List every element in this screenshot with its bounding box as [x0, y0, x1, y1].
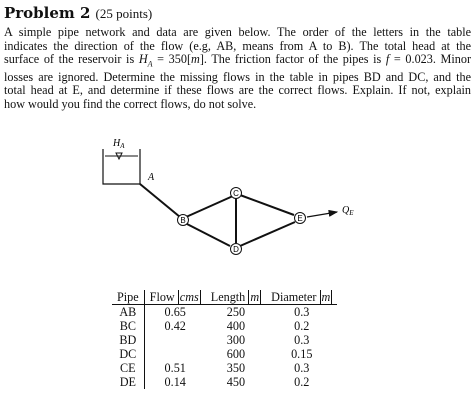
pipe-ce [240, 195, 294, 215]
header-length: Length m [210, 290, 260, 304]
reservoir-head-label: $H_A$ [113, 138, 125, 150]
cell-pipe: DE [112, 375, 144, 389]
node-b [178, 215, 189, 226]
friction-value: = 0.023. Minor [389, 52, 472, 66]
table-row [112, 319, 337, 333]
statement-line-4: losses are ignored. Determine the missing flows in the table in pipes BD and DC, and the [4, 69, 471, 84]
table-row [112, 347, 337, 361]
header-pipe: Pipe [112, 290, 144, 305]
table-row [112, 361, 337, 375]
point-a-label: A [148, 172, 155, 183]
cell-flow [144, 333, 206, 347]
table-row [112, 333, 337, 347]
problem-points: (25 points) [95, 6, 153, 21]
cell-pipe: DC [112, 347, 144, 361]
table-row [112, 305, 337, 320]
cell-flow [144, 347, 206, 361]
pipe-bd [187, 224, 230, 246]
cell-pipe: AB [112, 305, 144, 320]
table-row [112, 375, 337, 389]
cell-pipe: BD [112, 333, 144, 347]
svg-text:D: D [233, 245, 239, 254]
cell-flow: 0.51 [164, 361, 186, 375]
header-diameter: Diameter m [271, 290, 331, 304]
statement-line-1: A simple pipe network and data are given below. The order of the letters in the table [4, 25, 471, 39]
pipe-data-table [112, 290, 337, 389]
svg-text:E: E [297, 214, 303, 223]
cell-pipe: CE [112, 361, 144, 375]
cell-diameter: 0.2 [294, 375, 310, 389]
cell-length: 400 [226, 319, 246, 333]
problem-title: Problem 2 [4, 4, 91, 22]
cell-length: 450 [226, 375, 246, 389]
cell-diameter: 0.3 [294, 361, 310, 375]
pipe-ab [140, 184, 180, 217]
svg-text:B: B [180, 216, 186, 225]
node-c [231, 188, 242, 199]
cell-diameter: 0.15 [291, 347, 313, 361]
cell-length: 300 [226, 333, 246, 347]
pipe-bc [186, 196, 233, 217]
line3-middle: ]. The friction factor of the pipes is [199, 52, 386, 66]
line3-prefix: surface of the reservoir is [4, 52, 139, 66]
cell-flow: 0.42 [164, 319, 186, 333]
cell-flow: 0.65 [164, 305, 186, 319]
node-e [295, 213, 306, 224]
statement-line-5: total head at E, and determine if these flows are the correct flows. Explain. If not, explain [4, 83, 471, 98]
pipe-de [240, 222, 295, 246]
cell-pipe: BC [112, 319, 144, 333]
cell-diameter: 0.3 [294, 333, 310, 347]
head-subscript: A [147, 59, 153, 69]
cell-length: 600 [226, 347, 246, 361]
cell-diameter: 0.2 [294, 319, 310, 333]
outflow-label: $Q_E$ [342, 205, 354, 217]
head-unit: m [191, 52, 200, 66]
cell-length: 250 [226, 305, 246, 319]
head-value: = 350[ [152, 52, 192, 66]
friction-symbol: f [385, 52, 390, 66]
cell-length: 350 [226, 361, 246, 375]
statement-line-6: how would you find the correct flows, do not solve. [4, 96, 257, 111]
statement-line-2: indicates the direction of the flow (e.g, AB, means from A to B). The total head at the [4, 38, 471, 53]
node-d [231, 244, 242, 255]
header-flow: Flow cms [149, 290, 199, 304]
outflow-arrow [307, 212, 337, 217]
reservoir [103, 138, 140, 184]
svg-text:C: C [233, 189, 239, 198]
cell-diameter: 0.3 [294, 305, 310, 319]
table-header-row [112, 290, 337, 305]
head-symbol: H [138, 52, 148, 66]
cell-flow: 0.14 [164, 375, 186, 389]
